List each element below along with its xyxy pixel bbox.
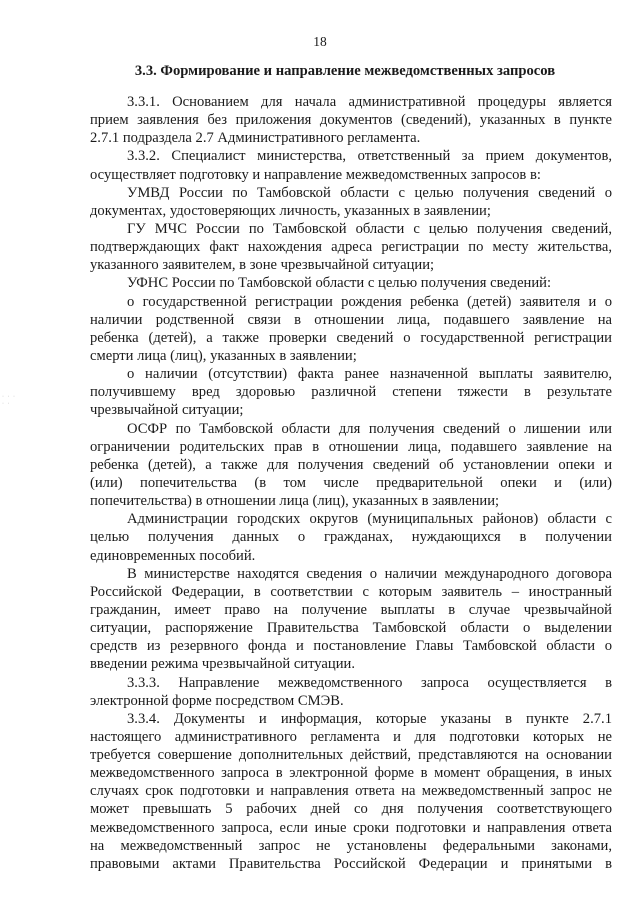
text-line: 3.3.1. Основанием для начала административной процедуры является xyxy=(127,94,612,110)
text-line: смерти лица (лиц), указанных в заявлении; xyxy=(90,347,357,364)
margin-mark: · · · xyxy=(2,394,16,400)
text-line: правовыми актами Правительства Российской Федерации и принятыми в xyxy=(90,855,612,872)
margin-scan-marks xyxy=(2,394,16,408)
text-line: чрезвычайной ситуации; xyxy=(90,402,244,419)
text-line: межведомственного запроса в электронной форме в момент обращения, в иных xyxy=(90,765,612,782)
section-heading: 3.3. Формирование и направление межведомственных запросов xyxy=(134,63,556,79)
text-line: (или) попечительства (в том числе предварительной опеки и (или) xyxy=(90,474,612,491)
text-line: настоящего административного регламента и для подготовки которых не xyxy=(90,728,612,745)
text-line: УФНС России по Тамбовской области с целью получения сведений: xyxy=(127,275,552,292)
text-line: единовременных пособий. xyxy=(90,547,256,564)
text-line: 2.7.1 подраздела 2.7 Административного регламента. xyxy=(90,130,421,147)
text-line: указанного заявителем, в зоне чрезвычайной ситуации; xyxy=(90,257,435,274)
text-line: ребенка (детей), а также для получения сведений об установлении опеки и xyxy=(90,456,612,473)
text-line: В министерстве находятся сведения о наличии международного договора xyxy=(127,565,612,582)
text-line: может превышать 5 рабочих дней со дня получения соответствующего xyxy=(90,801,612,818)
text-line: гражданин, имеет право на получение выплаты в случае чрезвычайной xyxy=(90,601,612,618)
text-line: получившему вред здоровью различной степени тяжести в результате xyxy=(90,384,612,401)
text-line: ГУ МЧС России по Тамбовской области с целью получения сведений, xyxy=(127,220,612,237)
text-line: 3.3.3. Направление межведомственного запроса осуществляется в xyxy=(127,674,612,691)
text-line: наличии родственной связи в отношении лица, подавшего заявление на xyxy=(90,311,612,328)
text-line: документах, удостоверяющих личность, указанных в заявлении; xyxy=(90,202,491,219)
text-line: целью получения данных о гражданах, нуждающихся в получении xyxy=(90,529,612,546)
text-line: о государственной регистрации рождения ребенка (детей) заявителя и о xyxy=(127,293,612,310)
text-line: ограничении родительских прав в отношении лица, подавшего заявление на xyxy=(90,438,612,455)
text-line: о наличии (отсутствии) факта ранее назначенной выплаты заявителю, xyxy=(127,366,612,383)
text-line: Российской Федерации, в соответствии с которым заявитель – иностранный xyxy=(90,583,612,600)
text-line: ОСФР по Тамбовской области для получения сведений о лишении или xyxy=(127,420,612,437)
text-line: 3.3.4. Документы и информация, которые указаны в пункте 2.7.1 xyxy=(127,710,612,727)
text-line: случаях срок подготовки и направления ответа на межведомственный запрос не xyxy=(90,783,612,800)
text-line: попечительства) в отношении лица (лиц), указанных в заявлении; xyxy=(90,493,500,510)
body-text xyxy=(90,93,612,873)
page-number: 18 xyxy=(313,34,327,49)
text-line: Администрации городских округов (муниципальных районов) области с xyxy=(127,511,612,528)
margin-mark: · · xyxy=(2,401,11,407)
text-line: ситуации, распоряжение Правительства Тамбовской области о выделении xyxy=(90,620,612,637)
text-line: подтверждающих факт нахождения адреса регистрации по месту жительства, xyxy=(90,239,612,256)
text-line: 3.3.2. Специалист министерства, ответственный за прием документов, xyxy=(127,148,612,165)
text-line: ребенка (детей), а также проверки сведений о государственной регистрации xyxy=(90,329,612,346)
text-line: средств из резервного фонда и постановление Главы Тамбовской области о xyxy=(90,638,612,655)
text-line: межведомственного запроса, если иные сроки подготовки и направления ответа xyxy=(90,819,612,836)
text-line: прием заявления без приложения документов (сведений), указанных в пункте xyxy=(90,112,612,129)
text-line: введении режима чрезвычайной ситуации. xyxy=(90,656,355,673)
text-line: УМВД России по Тамбовской области с целью получения сведений о xyxy=(127,184,612,201)
text-line: электронной форме посредством СМЭВ. xyxy=(90,692,344,709)
text-line: требуется совершение дополнительных действий, представляются на основании xyxy=(90,747,612,764)
text-line: осуществляет подготовку и направление межведомственных запросов в: xyxy=(90,166,541,183)
text-line: на межведомственный запрос не установлены федеральными законами, xyxy=(90,837,612,854)
